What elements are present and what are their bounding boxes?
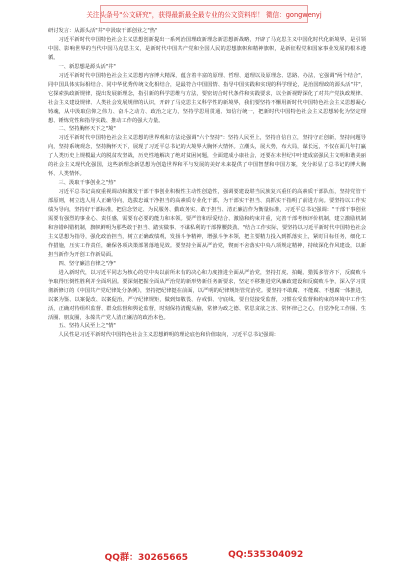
promo-banner-text: 关注头条号"公文研究"，获得最新最全最专业的公文资料库！ 微信：gongwenyj bbox=[86, 11, 322, 19]
qq-contact-text: QQ:535304092 bbox=[228, 550, 304, 560]
document-title: 研讨发言：从源头活"井"中汲取干部创业之"热" bbox=[48, 28, 158, 34]
qq-group-text: QQ群：30265665 bbox=[104, 553, 189, 563]
section-heading: 二、坚持胸怀天下之"境" bbox=[58, 126, 116, 133]
contact-footer bbox=[0, 550, 408, 564]
document-body bbox=[48, 27, 366, 541]
section-heading: 四、坚守廉洁自律之"净" bbox=[58, 260, 116, 267]
section-heading: 三、汲取干事创业之"热" bbox=[58, 180, 116, 187]
body-paragraph: 进入新时代，以习近平同志为核心的党中央以前所未有的决心和力度推进全面从严治党，坚持打虎、拍蝇、猎狐多管齐下，反腐败斗争取得压倒性胜利并全面巩固。要深刻把握全面从严治党的新形势新任务新要求，坚定不移推进党风廉政建设和反腐败斗争，深入学习贯彻新修订的《中国共产党纪律处分条例》，坚持把纪律挺在前面，以严明的纪律规矩管党治党。要坚持不敢腐、不能腐、不想腐一体推进，以案为鉴、以案促改、以案促治，严守纪律规矩，做到知敬畏、存戒惧、守底线。要自觉接受监督，习惯在受监督和约束的环境中工作生活，正确对待组织监督、群众监督和舆论监督，时刻保持清醒头脑，常修为政之德、常思贪欲之害、常怀律己之心，自觉净化工作圈、生活圈、朋友圈，永葆共产党人清正廉洁的政治本色。 bbox=[48, 269, 366, 321]
promo-banner bbox=[86, 5, 322, 23]
body-paragraph: 习近平总书记高度重视调动和激发干部干事创业积极性主动性创造性，强调要建设堪当民族复兴重任的高素质干部队伍，坚持党管干部原则，树立选人用人正确导向，选拔忠诚干净担当的高素质专业化干部，为干部实干担当、真抓实干指明了前进方向。要坚持以工作实绩为导向，坚持好干部标准，把信念坚定、为民服务、勤政务实、敢于担当、清正廉洁作为衡量标准，习近平总书记强调："干部干事创业需要有强烈的事业心、责任感，需要有必要的能力和本领。要严管和厚爱结合、激励和约束并重，完善干部考核评价机制，建立激励机制和容错纠错机制，旗帜鲜明为那些敢于担当、踏实做事、不谋私利的干部撑腰鼓劲。"结合工作实际，要坚持以习近平新时代中国特色社会主义思想为指导，强化政治担当，树立正确政绩观，发扬斗争精神，增强斗争本领，把主要精力投入到抓落实上，紧盯目标任务，细化工作措施，压实工作责任，确保各项决策部署落地见效。要坚持全面从严治党，锲而不舍落实中央八项规定精神，持续深化作风建设，以新担当新作为开创工作新局面。 bbox=[48, 189, 366, 258]
section-heading: 五、坚持人民至上之"情" bbox=[58, 323, 116, 330]
body-paragraph: 习近平新时代中国特色社会主义思想内容博大精深，蕴含着丰富的原理、哲理、道理以及原理念、思路、办法，它强调"两个结合"，同中国具体实际相结合、同中华优秀传统文化相结合，是最符合中国国情、指导中国实践和实现的科学理论，是治国理政的源头活"井"，它探索执政新规律，提出发展新理念，指引新的科学思维与方法，要密切合时代条件和实践要求，以全新视野深化了对共产党执政规律、社会主义建设规律、人类社会发展规律的认识，开辟了马克思主义科学性的新境界，我们要坚持不懈用新时代中国特色社会主义思想凝心铸魂，从中汲取信仰之伟力、奋斗之动力、政治之定力，坚持学思用贯通、知信行统一，把新时代中国特色社会主义思想转化为坚定理想、锤炼党性和指导实践、推动工作的强大力量。 bbox=[48, 72, 366, 124]
body-paragraph: 人民性是习近平新时代中国特色社会主义思想鲜明的理论底色和价值取向，习近平总书记强调： bbox=[58, 332, 279, 339]
body-paragraph: 习近平新时代中国特色社会主义思想创新提出一系列治国理政新理念新思想新战略，开辟了马克思主义中国化时代化新境界，是引领中国、影响世界的当代中国马克思主义，是新时代中国共产党和全国人民的思想旗帜和精神旗帜，是新征程党和国家事业发展的根本遵循。 bbox=[48, 36, 366, 61]
section-heading: 一、新思想是源头活"井" bbox=[58, 63, 116, 70]
body-paragraph: 习近平新时代中国特色社会主义思想的世界观和方法论强调"六个坚持"：坚持人民至上，坚持自信自立，坚持守正创新，坚持问题导向，坚持系统观念，坚持胸怀天下，展现了习近平总书记的大境界大胸怀大情怀。立潮头，展大势，布大局，谋长远，不仅在面几年打赢了人类历史上规模最大的脱贫攻坚战，历史性地解决了绝对贫困问题，全面建成小康社会，还要在未世纪中叶建成富强民主文明和谐美丽的社会主义现代化强国，这些新理念新思想为创造世界和平与发展的美好未来提供了中国智慧和中国方案，充分彰显了总书记的博大胸怀、人类情怀。 bbox=[48, 135, 366, 178]
